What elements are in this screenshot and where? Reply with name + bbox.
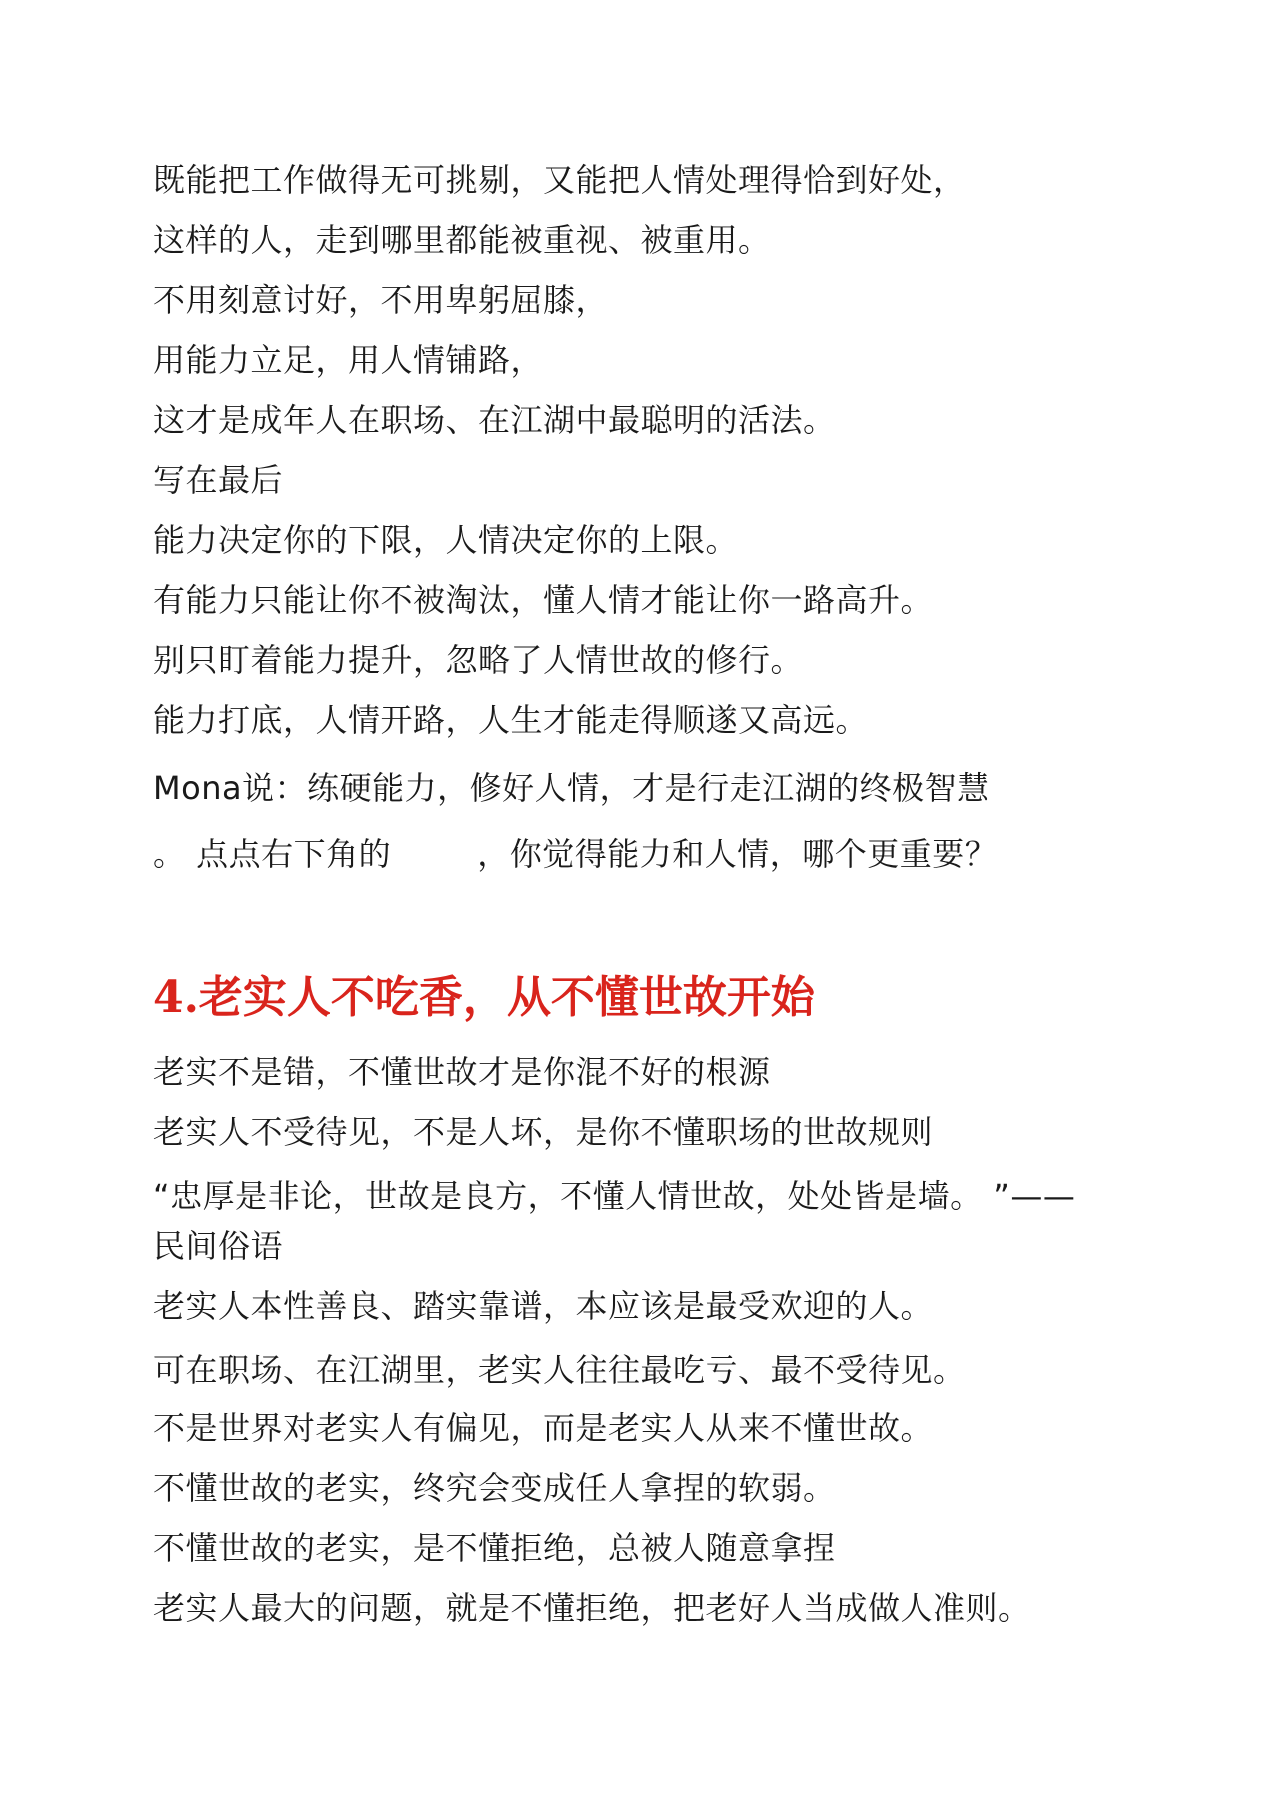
paragraph-line: 有能力只能让你不被淘汰，懂人情才能让你一路高升。 (153, 581, 934, 619)
closing-text-left: 。 点点右下角的 (153, 835, 392, 873)
paragraph-line: 不懂世故的老实，终究会变成任人拿捏的软弱。 (153, 1469, 836, 1507)
paragraph-line: 能力打底，人情开路，人生才能走得顺遂又高远。 (153, 701, 869, 739)
paragraph-line: 不懂世故的老实，是不懂拒绝，总被人随意拿捏 (153, 1529, 836, 1567)
paragraph-line: 老实不是错，不懂世故才是你混不好的根源 (153, 1053, 771, 1091)
paragraph-line: 可在职场、在江湖里，老实人往往最吃亏、最不受待见。 (153, 1351, 966, 1389)
paragraph-line: 能力决定你的下限，人情决定你的上限。 (153, 521, 739, 559)
paragraph-line: 既能把工作做得无可挑剔，又能把人情处理得恰到好处， (153, 161, 966, 199)
quote-source: 民间俗语 (153, 1227, 284, 1265)
section-subtitle: 写在最后 (153, 461, 284, 499)
paragraph-line: 这样的人，走到哪里都能被重视、被重用。 (153, 221, 771, 259)
section-heading: 4.老实人不吃香，从不懂世故开始 (153, 972, 815, 1023)
paragraph-line: 不是世界对老实人有偏见，而是老实人从来不懂世故。 (153, 1409, 934, 1447)
closing-text-right: ，你觉得能力和人情，哪个更重要？ (477, 835, 998, 873)
paragraph-line: Mona说：练硬能力，修好人情，才是行走江湖的终极智慧 (153, 769, 990, 807)
quote-line: “忠厚是非论，世故是良方，不懂人情世故，处处皆是墙。 ”—— (153, 1177, 1076, 1215)
paragraph-line: 别只盯着能力提升，忽略了人情世故的修行。 (153, 641, 804, 679)
paragraph-line: 老实人最大的问题，就是不懂拒绝，把老好人当成做人准则。 (153, 1589, 1031, 1627)
paragraph-line: 不用刻意讨好，不用卑躬屈膝， (153, 281, 609, 319)
paragraph-line: 老实人本性善良、踏实靠谱，本应该是最受欢迎的人。 (153, 1287, 934, 1325)
closing-line (153, 834, 997, 874)
paragraph-line: 这才是成年人在职场、在江湖中最聪明的活法。 (153, 401, 836, 439)
paragraph-line: 用能力立足，用人情铺路， (153, 341, 544, 379)
paragraph-line: 老实人不受待见，不是人坏，是你不懂职场的世故规则 (153, 1113, 934, 1151)
